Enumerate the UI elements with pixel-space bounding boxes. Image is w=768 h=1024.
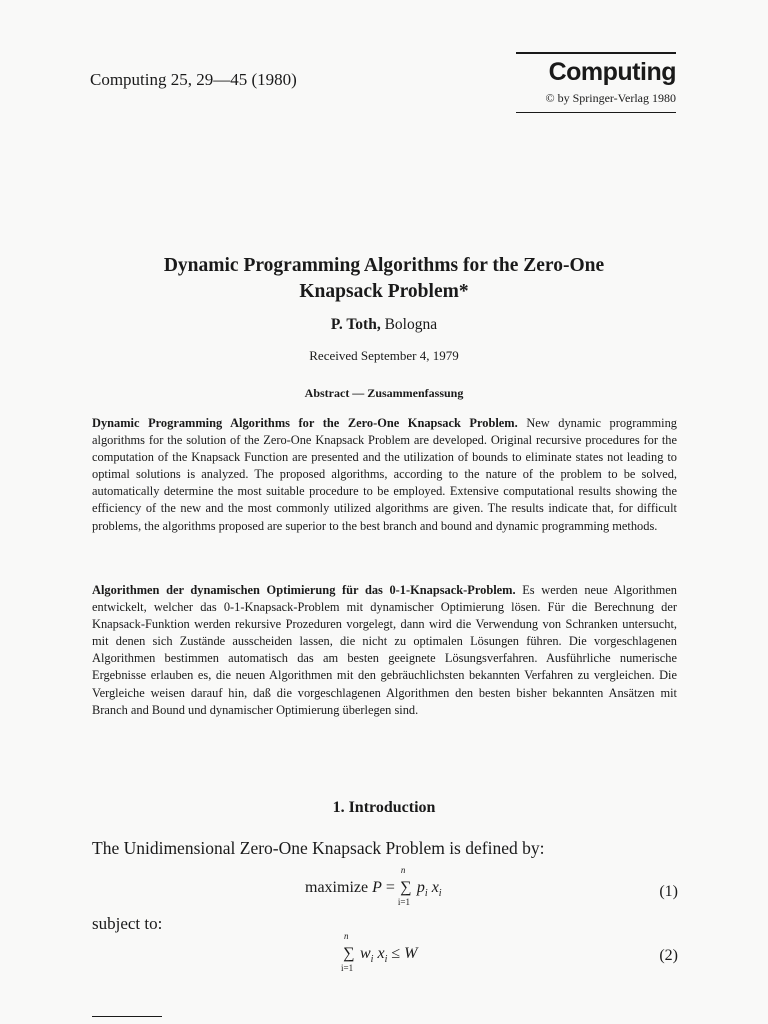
- equation-2-number: (2): [659, 947, 678, 964]
- abstract-english: [92, 415, 677, 535]
- article-title: [90, 253, 678, 305]
- masthead-rule-top: [516, 52, 676, 54]
- eq2-sum-lower: i=1: [341, 963, 354, 973]
- copyright-notice: © by Springer-Verlag 1980: [545, 90, 676, 105]
- eq2-x: x: [377, 945, 385, 962]
- eq2-rhs: W: [404, 945, 418, 962]
- eq1-x-subscript: i: [438, 888, 442, 900]
- journal-masthead: [516, 52, 676, 113]
- section-heading: 1. Introduction: [332, 799, 436, 816]
- eq1-equals: =: [385, 879, 395, 896]
- abstract-english-text: New dynamic programming algorithms for the solution of the Zero-One Knapsack Problem are developed. Original recursive procedures for the computation of the Knapsack Function are presented and the utilization of bounds to eliminate states not leading to optimal solutions is analyzed. The proposed algorithms, according to the nature of the problem to be solved, automatically determine the most suitable procedure to be employed. Extensive computational results showing the efficiency of the new and the most commonly utilized algorithms are given. The results indicate that, for difficult problems, the algorithms proposed are superior to the best branch and bound and dynamic programming methods.: [92, 416, 677, 533]
- footnote-rule: [92, 1016, 162, 1017]
- equation-2: [341, 931, 418, 973]
- author-location: Bologna: [384, 316, 438, 333]
- eq2-w: w: [360, 945, 371, 962]
- eq1-sum-lower: i=1: [397, 897, 410, 907]
- citation: Computing 25, 29—45 (1980): [90, 70, 297, 89]
- eq1-sum-upper: n: [400, 865, 406, 875]
- abstract-german-lead: Algorithmen der dynamischen Optimierung für das 0-1-Knapsack-Problem.: [92, 583, 516, 597]
- title-line-1: Dynamic Programming Algorithms for the Zero-One: [163, 255, 605, 276]
- received-date: Received September 4, 1979: [309, 348, 459, 363]
- author-line: [90, 316, 678, 334]
- abstract-english-lead: Dynamic Programming Algorithms for the Zero-One Knapsack Problem.: [92, 416, 518, 430]
- subject-to: subject to:: [92, 914, 163, 933]
- eq2-x-subscript: i: [384, 954, 388, 966]
- eq1-sum-symbol: ∑: [400, 879, 412, 896]
- abstract-heading: Abstract — Zusammenfassung: [304, 386, 464, 400]
- eq2-w-subscript: i: [370, 954, 374, 966]
- masthead-rule-bottom: [516, 112, 676, 114]
- eq1-maximize: maximize: [305, 879, 369, 896]
- eq1-p: p: [416, 879, 425, 896]
- journal-name: Computing: [548, 57, 676, 86]
- intro-sentence: The Unidimensional Zero-One Knapsack Problem is defined by:: [92, 838, 545, 858]
- abstract-german-text: Es werden neue Algorithmen entwickelt, welcher das 0-1-Knapsack-Problem mit dynamischer Optimierung lösen. Für die Berechnung der Knapsack-Funktion werden rekursive Prozeduren vorgelegt, dann wird die Verwendung von Schranken untersucht, mit denen sich Zustände ausscheiden lassen, die nicht zu optimalen Lösungen führen. Die vorgeschlagenen Algorithmen bestimmen automatisch das am besten geeignete Lösungsverfahren. Ausführliche numerische Ergebnisse erlauben es, die neuen Algorithmen mit den gebräuchlichsten bekannten Verfahren zu vergleichen. Die Vergleiche weisen darauf hin, daß die vorgeschlagenen Algorithmen den besten bisher bekannten Ansätzen mit Branch and Bound und dynamischer Optimierung überlegen sind.: [92, 583, 677, 717]
- equation-1: [305, 865, 442, 907]
- eq2-sum-upper: n: [344, 931, 349, 941]
- abstract-german: [92, 582, 677, 719]
- eq1-x: x: [431, 879, 439, 896]
- eq1-p-subscript: i: [424, 888, 428, 900]
- author-name: P. Toth,: [330, 316, 381, 333]
- eq1-sum: [397, 865, 413, 907]
- eq2-sum-symbol: ∑: [343, 945, 355, 962]
- equation-1-number: (1): [659, 883, 678, 900]
- eq2-sum: [341, 931, 356, 973]
- title-line-2: Knapsack Problem*: [299, 281, 469, 302]
- eq2-leq: ≤: [391, 945, 401, 962]
- eq1-lhs: P: [372, 879, 382, 896]
